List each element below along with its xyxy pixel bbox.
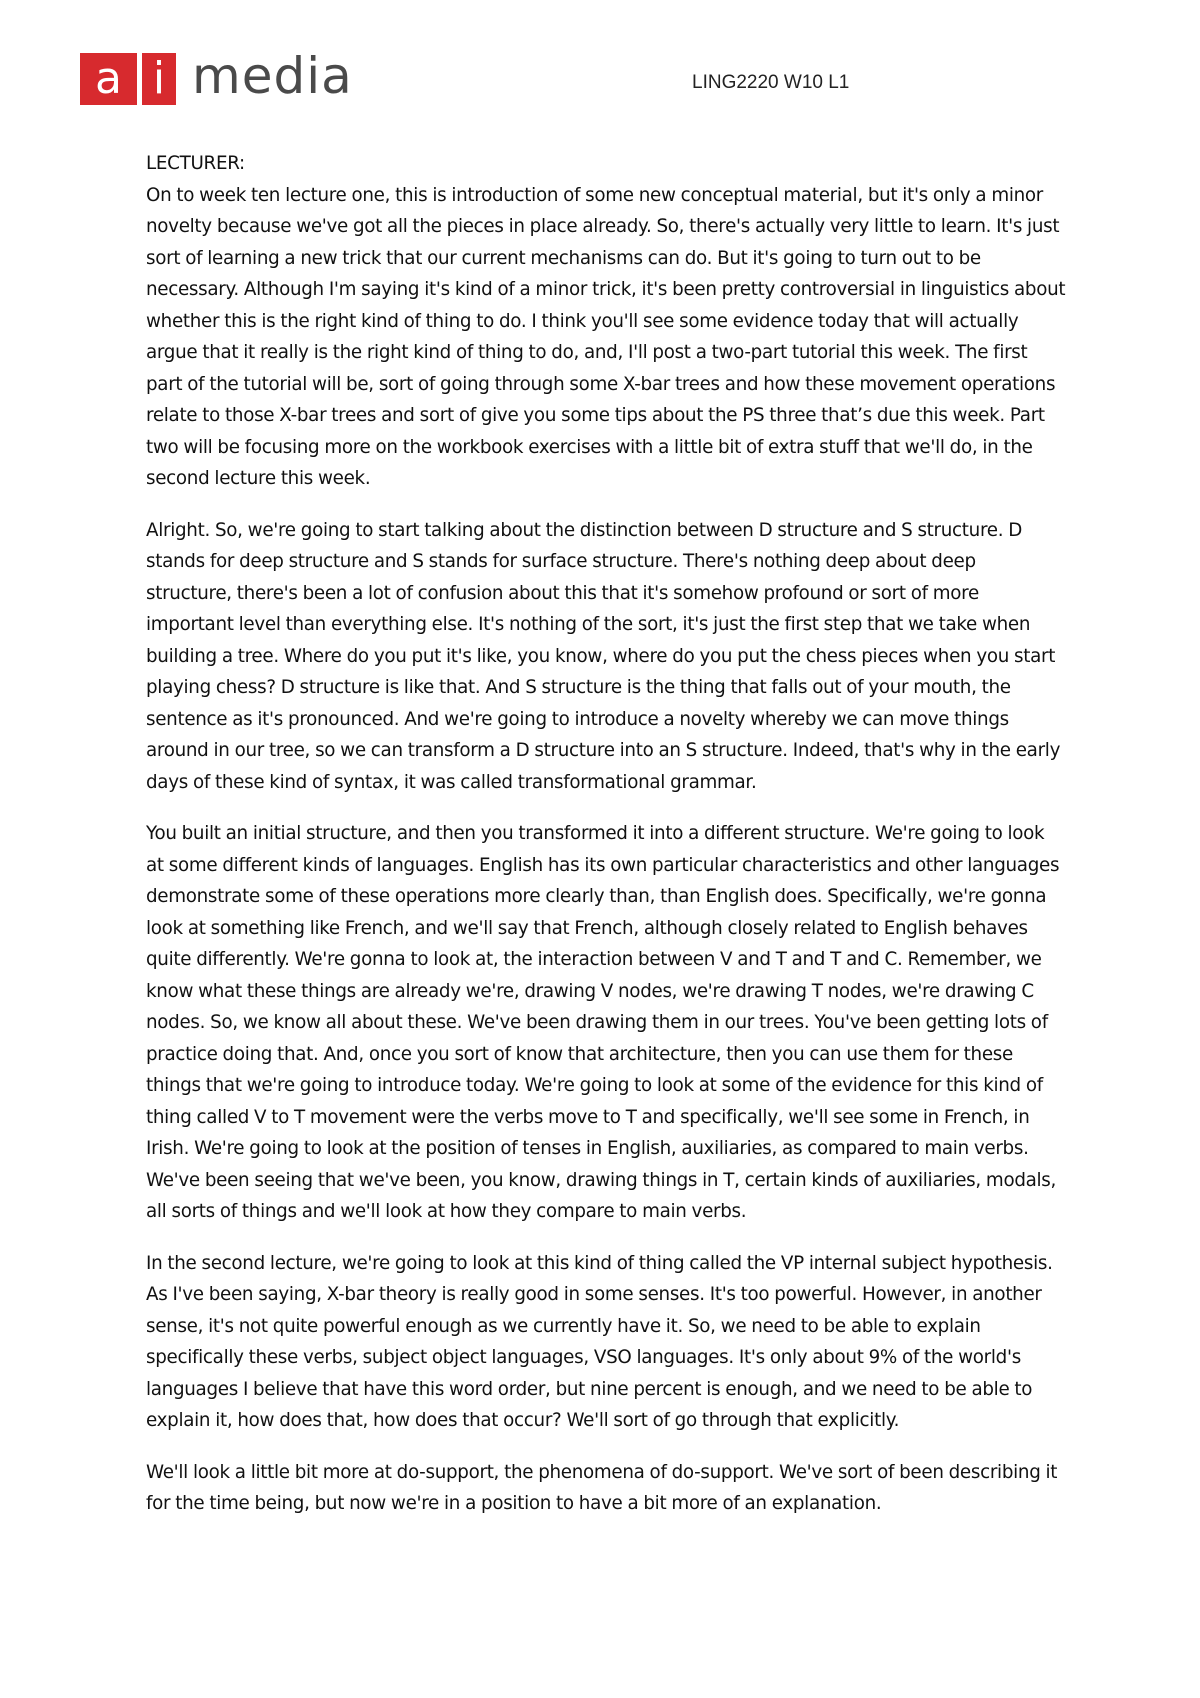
transcript-paragraph: On to week ten lecture one, this is introduction of some new conceptual material, but it's only a minor novelty because we've got all the pieces in place already. So, there's actually very little to learn. It's just sort of learning a new trick that our current mechanisms can do. But it's going to turn out to be necessary. Although I'm saying it's kind of a minor trick, it's been pretty controversial in linguistics about whether this is the right kind of thing to do. I think you'll see some evidence today that will actually argue that it really is the right kind of thing to do, and, I'll post a two-part tutorial this week. The first part of the tutorial will be, sort of going through some X-bar trees and how these movement operations relate to those X-bar trees and sort of give you some tips about the PS three that’s due this week. Part two will be focusing more on the workbook exercises with a little bit of extra stuff that we'll do, in the second lecture this week. xyxy=(146,184,1066,489)
transcript-paragraph: We'll look a little bit more at do-support, the phenomena of do-support. We've sort of been describing it for the time being, but now we're in a position to have a bit more of an explanation. xyxy=(146,1461,1058,1514)
speaker-label: LECTURER: xyxy=(146,153,245,174)
transcript-paragraph: Alright. So, we're going to start talking about the distinction between D structure and S structure. D stands for deep structure and S stands for surface structure. There's nothing deep about deep structure, there's been a lot of confusion about this that it's somehow profound or sort of more important level than everything else. It's nothing of the sort, it's just the first step that we take when building a tree. Where do you put it's like, you know, where do you put the chess pieces when you start playing chess? D structure is like that. And S structure is the thing that falls out of your mouth, the sentence as it's pronounced. And we're going to introduce a novelty whereby we can move things around in our tree, so we can transform a D structure into an S structure. Indeed, that's why in the early days of these kind of syntax, it was called transformational grammar. xyxy=(146,519,1061,793)
transcript-body xyxy=(146,148,1066,1540)
document-code: LING2220 W10 L1 xyxy=(692,72,850,93)
logo-letter-i: i xyxy=(142,53,176,105)
transcript-paragraph: In the second lecture, we're going to look at this kind of thing called the VP internal subject hypothesis. As I've been saying, X-bar theory is really good in some senses. It's too powerful. However, in another sense, it's not quite powerful enough as we currently have it. So, we need to be able to explain specifically these verbs, subject object languages, VSO languages. It's only about 9% of the world's languages I believe that have this word order, but nine percent is enough, and we need to be able to explain it, how does that, how does that occur? We'll sort of go through that explicitly. xyxy=(146,1252,1053,1431)
logo-wordmark: media xyxy=(192,47,353,105)
logo-letter-a: a xyxy=(80,53,137,105)
transcript-paragraph: You built an initial structure, and then you transformed it into a different structure. We're going to look at some different kinds of languages. English has its own particular characteristics and other languages demonstrate some of these operations more clearly than, than English does. Specifically, we're gonna look at something like French, and we'll say that French, although closely related to English behaves quite differently. We're gonna to look at, the interaction between V and T and T and C. Remember, we know what these things are already we're, drawing V nodes, we're drawing T nodes, we're drawing C nodes. So, we know all about these. We've been drawing them in our trees. You've been getting lots of practice doing that. And, once you sort of know that architecture, then you can use them for these things that we're going to introduce today. We're going to look at some of the evidence for this kind of thing called V to T movement were the verbs move to T and specifically, we'll see some in French, in Irish. We're going to look at the position of tenses in English, auxiliaries, as compared to main verbs. We've been seeing that we've been, you know, drawing things in T, certain kinds of auxiliaries, modals, all sorts of things and we'll look at how they compare to main verbs. xyxy=(146,823,1060,1222)
ai-media-logo xyxy=(80,47,353,105)
